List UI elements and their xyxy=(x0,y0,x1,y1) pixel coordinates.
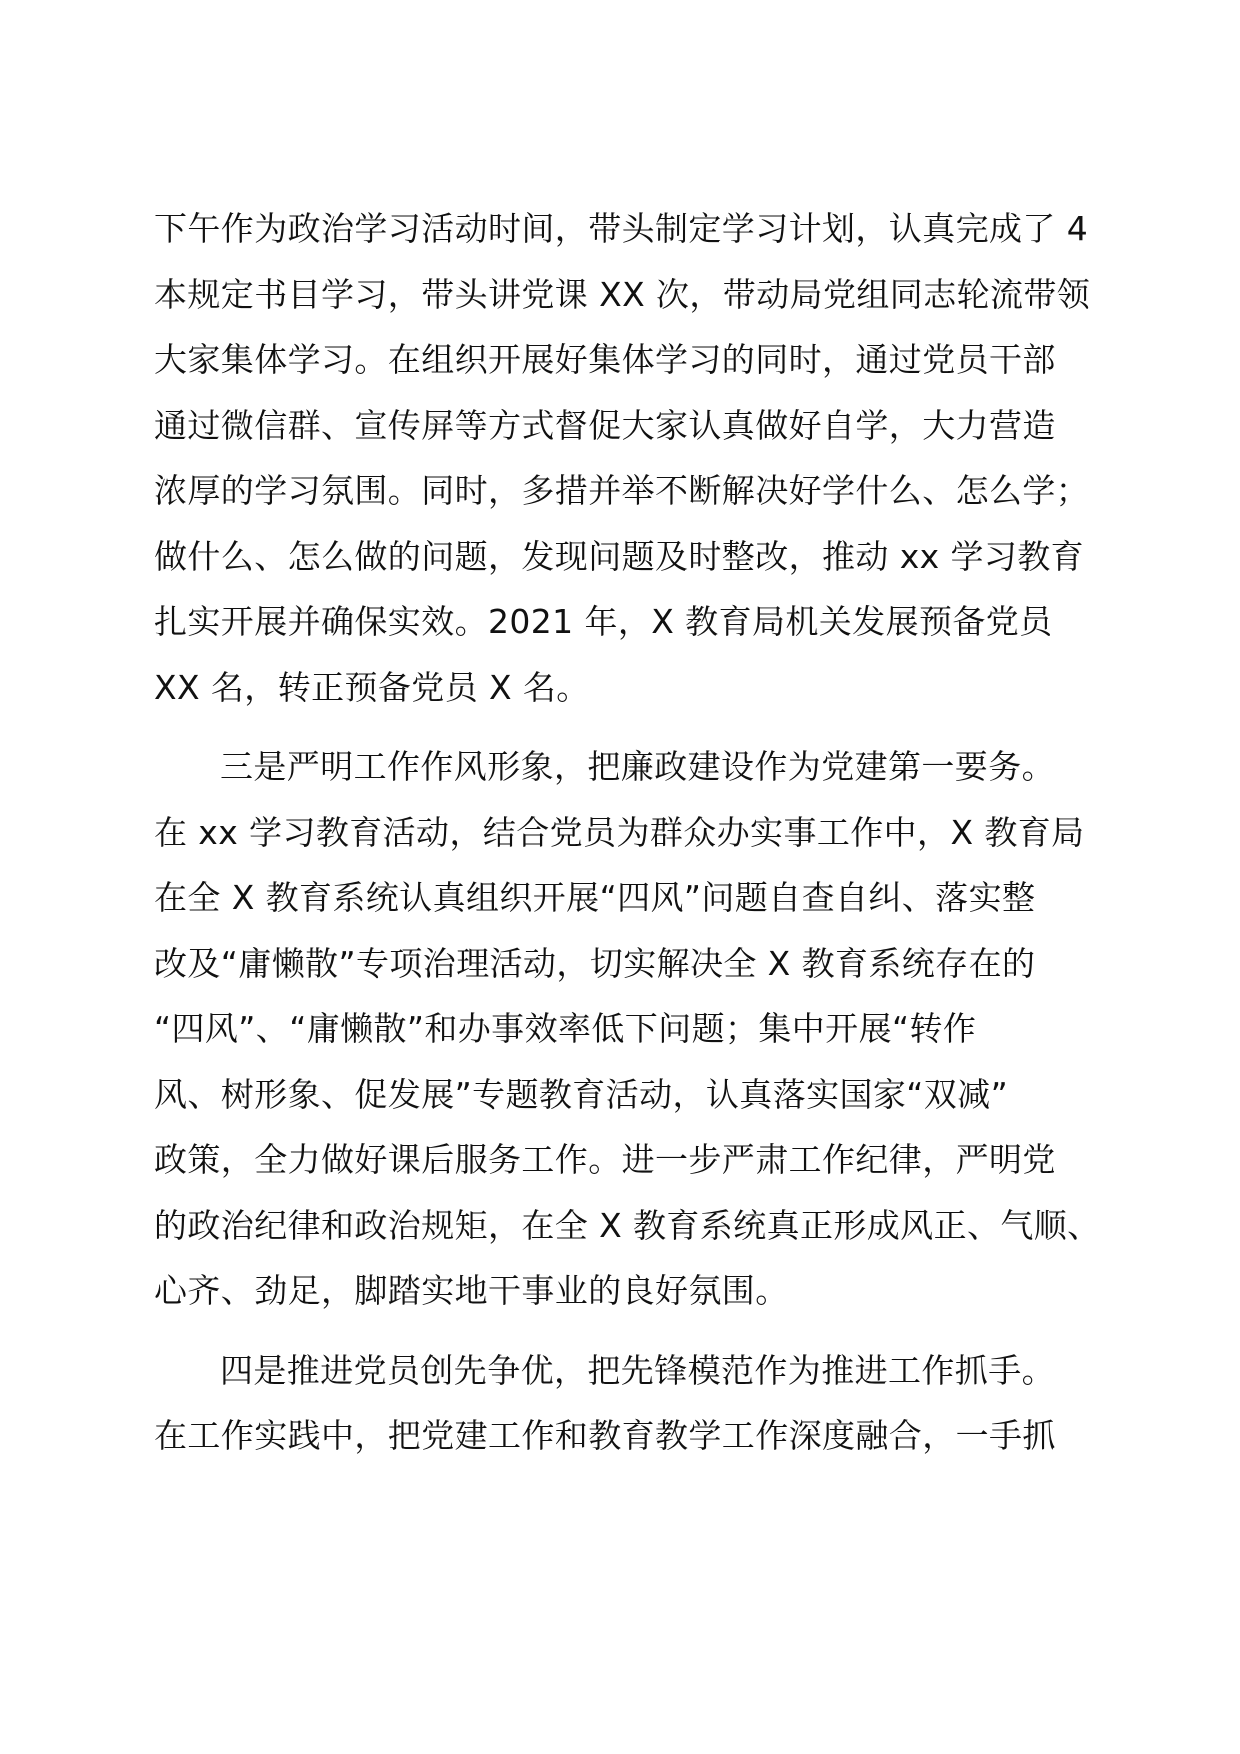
text-line: 三是严明工作作风形象，把廉政建设作为党建第一要务。 xyxy=(220,747,1055,786)
text-line: 浓厚的学习氛围。同时，多措并举不断解决好学什么、怎么学； xyxy=(154,471,1090,510)
paragraph-party-members xyxy=(154,1338,1134,1469)
paragraph-spacer xyxy=(154,1324,1134,1338)
text-line: 做什么、怎么做的问题，发现问题及时整改，推动 xx 学习教育 xyxy=(154,536,1085,576)
text-line: 在工作实践中，把党建工作和教育教学工作深度融合，一手抓 xyxy=(154,1416,1056,1455)
text-line: 大家集体学习。在组织开展好集体学习的同时，通过党员干部 xyxy=(154,340,1056,379)
text-line: 四是推进党员创先争优，把先锋模范作为推进工作抓手。 xyxy=(220,1350,1055,1390)
text-line: 的政治纪律和政治规矩，在全 X 教育系统真正形成风正、气顺、 xyxy=(154,1205,1101,1245)
text-line: 通过微信群、宣传屏等方式督促大家认真做好自学，大力营造 xyxy=(154,405,1056,445)
text-line: 扎实开展并确保实效。2021 年，X 教育局机关发展预备党员 xyxy=(154,602,1053,641)
text-line: 在 xx 学习教育活动，结合党员为群众办实事工作中，X 教育局 xyxy=(154,812,1085,852)
text-line: 心齐、劲足，脚踏实地干事业的良好氛围。 xyxy=(154,1271,789,1310)
text-line: 本规定书目学习，带头讲党课 XX 次，带动局党组同志轮流带领 xyxy=(154,274,1091,314)
text-line: 政策，全力做好课后服务工作。进一步严肃工作纪律，严明党 xyxy=(154,1140,1056,1179)
text-line: 在全 X 教育系统认真组织开展“四风”问题自查自纠、落实整 xyxy=(154,878,1036,917)
text-line: 下午作为政治学习活动时间，带头制定学习计划，认真完成了 4 xyxy=(154,209,1089,248)
text-line: “四风”、“庸懒散”和办事效率低下问题；集中开展“转作 xyxy=(154,1009,977,1048)
document-body xyxy=(154,196,1134,1469)
text-line: XX 名，转正预备党员 X 名。 xyxy=(154,667,590,707)
paragraph-study-activities xyxy=(154,196,1134,720)
paragraph-spacer xyxy=(154,720,1134,734)
text-line: 风、树形象、促发展”专题教育活动，认真落实国家“双减” xyxy=(154,1074,1009,1114)
text-line: 改及“庸懒散”专项治理活动，切实解决全 X 教育系统存在的 xyxy=(154,943,1036,983)
paragraph-work-style xyxy=(154,734,1134,1324)
